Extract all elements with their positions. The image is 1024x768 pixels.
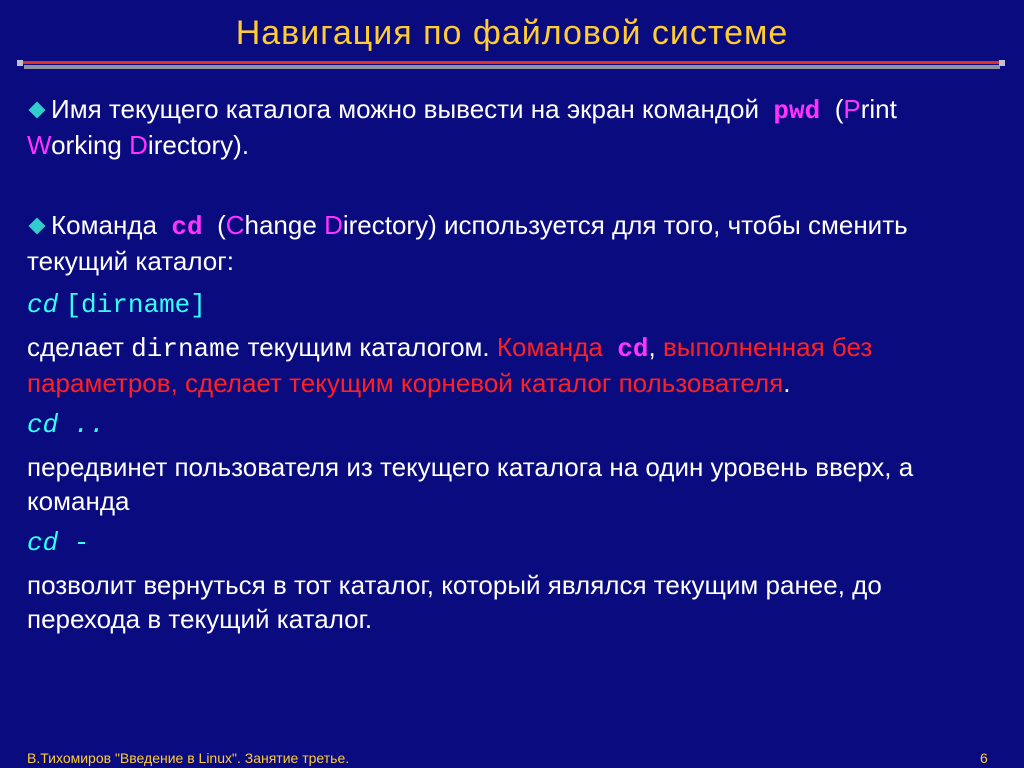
title-divider bbox=[20, 61, 1000, 66]
code-dirname-arg: [dirname] bbox=[65, 290, 206, 320]
paragraph-up: передвинет пользователя из текущего каталога на один уровень вверх, а команда bbox=[27, 452, 914, 516]
cd-command: cd bbox=[171, 212, 203, 242]
cd-d-rest: irectory) используется для того, чтобы сменить текущий каталог: bbox=[27, 210, 908, 276]
pwd-lead-text: Имя текущего каталога можно вывести на экран командой bbox=[51, 94, 759, 124]
no-args-cd-command: cd bbox=[617, 334, 649, 364]
bullet-pwd bbox=[27, 92, 997, 162]
diamond-bullet-icon bbox=[29, 101, 46, 118]
cd-d-letter: D bbox=[324, 210, 343, 240]
cd-open-paren: ( bbox=[217, 210, 226, 240]
pwd-open-paren: ( bbox=[834, 94, 844, 124]
code-cd-keyword: cd bbox=[27, 290, 59, 320]
divider-left-cap bbox=[17, 60, 23, 66]
divider-right-cap bbox=[999, 60, 1005, 66]
no-args-lead: Команда bbox=[496, 332, 603, 362]
paragraph-dirname bbox=[27, 330, 997, 400]
pwd-w-letter: W bbox=[27, 130, 52, 160]
cd-c-letter: C bbox=[225, 210, 245, 240]
cd-lead-text: Команда bbox=[51, 210, 157, 240]
bullet-cd bbox=[27, 208, 997, 278]
pwd-d-rest: irectory). bbox=[147, 130, 250, 160]
paragraph-gap bbox=[27, 170, 997, 208]
slide-title: Навигация по файловой системе bbox=[235, 14, 789, 52]
pwd-w-rest: orking bbox=[51, 130, 122, 160]
code-cd-back: cd - bbox=[27, 528, 90, 558]
page-number: 6 bbox=[980, 750, 988, 766]
no-args-comma: , bbox=[648, 332, 656, 362]
diamond-bullet-icon bbox=[29, 217, 46, 234]
no-args-description: выполненная без параметров, сделает текущим корневой каталог пользователя bbox=[27, 332, 873, 398]
footer-author: В.Тихомиров "Введение в Linux". Занятие третье. bbox=[27, 750, 350, 766]
pwd-command: pwd bbox=[773, 96, 821, 126]
paragraph-back: позволит вернуться в тот каталог, который являлся текущим ранее, до перехода в текущий каталог. bbox=[27, 570, 882, 634]
dirname-inline-code: dirname bbox=[131, 334, 241, 364]
dirname-lead: сделает bbox=[27, 332, 124, 362]
code-cd-up: cd .. bbox=[27, 410, 106, 440]
no-args-period: . bbox=[783, 368, 791, 398]
divider-red-line bbox=[20, 61, 1000, 64]
pwd-d-letter: D bbox=[129, 130, 148, 160]
slide-content bbox=[27, 92, 997, 644]
pwd-p-rest: rint bbox=[860, 94, 897, 124]
cd-c-rest: hange bbox=[244, 210, 317, 240]
code-cd-dirname bbox=[27, 286, 997, 322]
divider-gray-line bbox=[24, 65, 1000, 69]
pwd-p-letter: P bbox=[843, 94, 861, 124]
dirname-after: текущим каталогом. bbox=[247, 332, 490, 362]
